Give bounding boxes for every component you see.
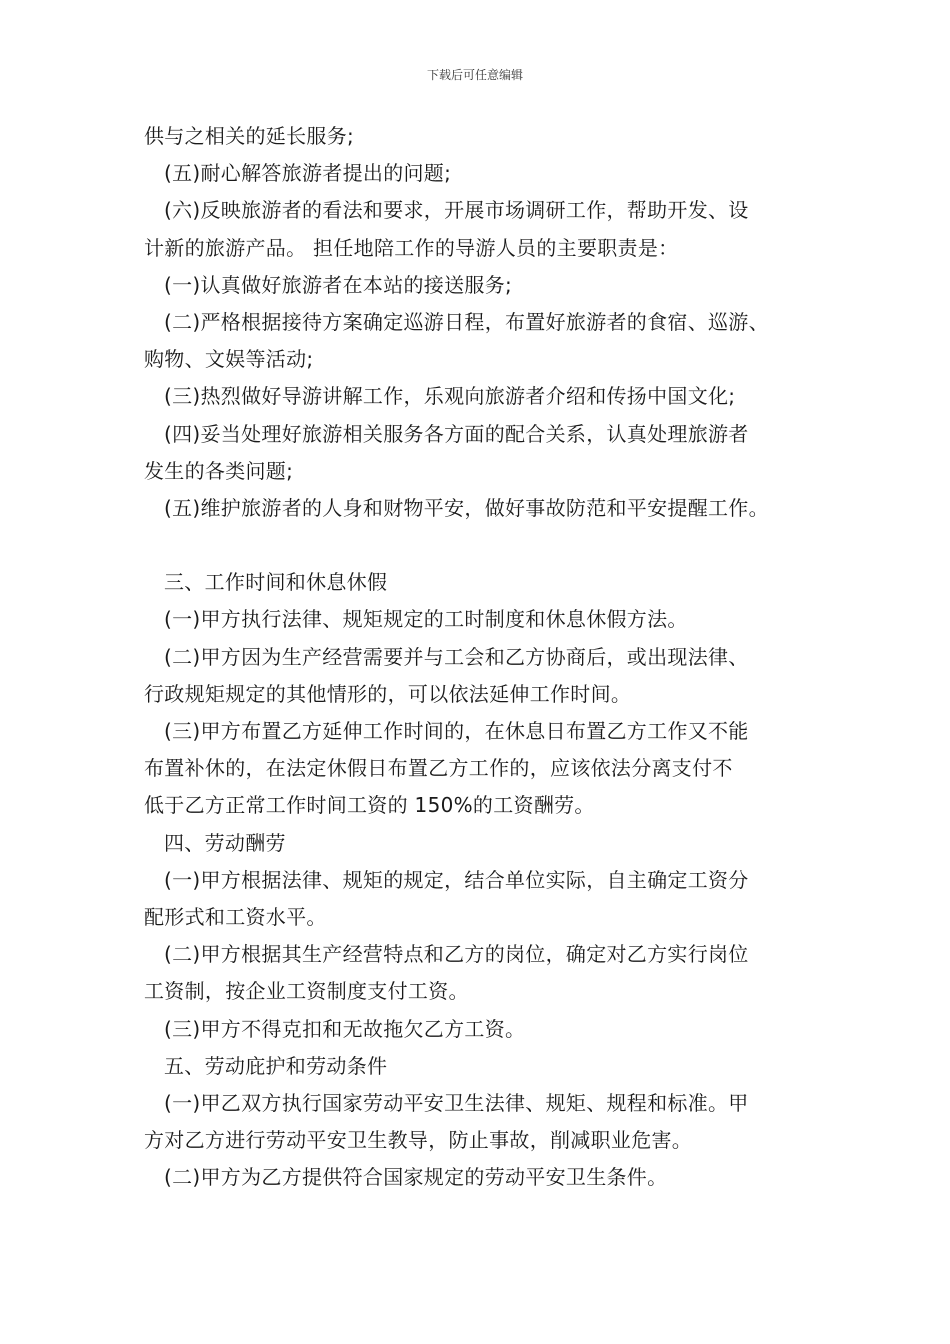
paragraph-line: (二)甲方为乙方提供符合国家规定的劳动平安卫生条件。 [164, 1165, 668, 1190]
paragraph-line: (一)甲乙双方执行国家劳动平安卫生法律、规矩、规程和标准。甲 [164, 1090, 749, 1115]
paragraph-line: (一)认真做好旅游者在本站的接送服务; [164, 272, 513, 297]
paragraph-line: 布置补休的，在法定休假日布置乙方工作的，应该依法分离支付不 [144, 756, 733, 781]
paragraph-line: (二)严格根据接待方案确定巡游日程，布置好旅游者的食宿、巡游、 [164, 309, 769, 334]
paragraph-line: (三)热烈做好导游讲解工作，乐观向旅游者介绍和传扬中国文化; [164, 384, 736, 409]
paragraph-line: 配形式和工资水平。 [144, 904, 327, 929]
paragraph-line: (五)耐心解答旅游者提出的问题; [164, 161, 452, 186]
paragraph-line: 行政规矩规定的其他情形的，可以依法延伸工作时间。 [144, 681, 632, 706]
paragraph-line: (四)妥当处理好旅游相关服务各方面的配合关系，认真处理旅游者 [164, 421, 749, 446]
section-heading: 三、工作时间和休息休假 [164, 570, 388, 595]
paragraph-line: (三)甲方不得克扣和无故拖欠乙方工资。 [164, 1016, 526, 1041]
paragraph-line: (一)甲方执行法律、规矩规定的工时制度和休息休假方法。 [164, 607, 688, 632]
paragraph-line: 工资制，按企业工资制度支付工资。 [144, 979, 469, 1004]
paragraph-line: 购物、文娱等活动; [144, 347, 314, 372]
paragraph-line: 发生的各类问题; [144, 458, 294, 483]
paragraph-gap [144, 527, 844, 564]
paragraph-line: (六)反映旅游者的看法和要求，开展市场调研工作，帮助开发、设 [164, 198, 749, 223]
paragraph-line: 方对乙方进行劳动平安卫生教导，防止事故，削减职业危害。 [144, 1128, 693, 1153]
section-heading: 五、劳动庇护和劳动条件 [164, 1053, 388, 1078]
paragraph-line: (五)维护旅游者的人身和财物平安，做好事故防范和平安提醒工作。 [164, 495, 769, 520]
paragraph-line: (二)甲方根据其生产经营特点和乙方的岗位，确定对乙方实行岗位 [164, 942, 749, 967]
document-body [144, 118, 844, 1196]
paragraph-line: 计新的旅游产品。 担任地陪工作的导游人员的主要职责是： [144, 235, 679, 260]
paragraph-line: (二)甲方因为生产经营需要并与工会和乙方协商后，或出现法律、 [164, 644, 749, 669]
paragraph-line: (一)甲方根据法律、规矩的规定，结合单位实际，自主确定工资分 [164, 867, 749, 892]
page-header: 下载后可任意编辑 [426, 68, 523, 82]
paragraph-line: 供与之相关的延长服务; [144, 124, 355, 148]
paragraph-line: (三)甲方布置乙方延伸工作时间的，在休息日布置乙方工作又不能 [164, 719, 749, 743]
section-heading: 四、劳动酬劳 [164, 830, 286, 855]
paragraph-line: 低于乙方正常工作时间工资的 150%的工资酬劳。 [144, 793, 595, 818]
